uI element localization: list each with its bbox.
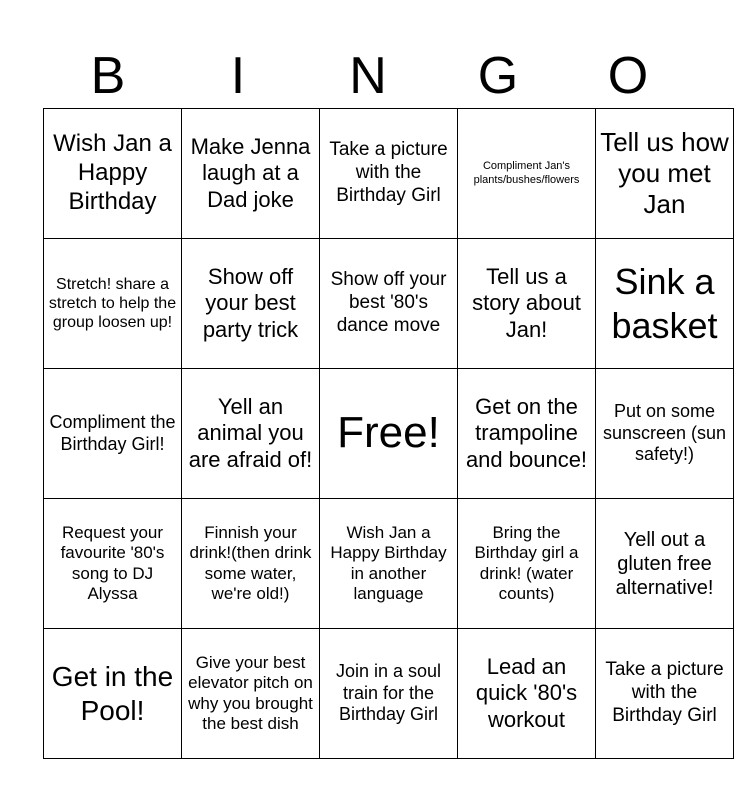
card-row <box>44 499 734 629</box>
bingo-square: Sink a basket <box>596 239 734 369</box>
bingo-square: Take a picture with the Birthday Girl <box>596 629 734 759</box>
bingo-square: Compliment the Birthday Girl! <box>44 369 182 499</box>
bingo-square: Wish Jan a Happy Birthday <box>44 109 182 239</box>
card-row <box>44 369 734 499</box>
bingo-square: Show off your best '80's dance move <box>320 239 458 369</box>
header-letter-o: O <box>607 47 649 105</box>
bingo-square: Tell us how you met Jan <box>596 109 734 239</box>
bingo-square: Give your best elevator pitch on why you brought the best dish <box>182 629 320 759</box>
bingo-square: Get in the Pool! <box>44 629 182 759</box>
bingo-square: Yell out a gluten free alternative! <box>596 499 734 629</box>
bingo-square: Request your favourite '80's song to DJ Alyssa <box>44 499 182 629</box>
bingo-square: Get on the trampoline and bounce! <box>458 369 596 499</box>
bingo-square: Finnish your drink!(then drink some water, we're old!) <box>182 499 320 629</box>
card-row <box>44 109 734 239</box>
header-letter-g: G <box>477 47 519 105</box>
bingo-square: Make Jenna laugh at a Dad joke <box>182 109 320 239</box>
bingo-square: Compliment Jan's plants/bushes/flowers <box>458 109 596 239</box>
bingo-header <box>43 45 693 107</box>
bingo-square: Bring the Birthday girl a drink! (water counts) <box>458 499 596 629</box>
bingo-square: Put on some sunscreen (sun safety!) <box>596 369 734 499</box>
bingo-square: Take a picture with the Birthday Girl <box>320 109 458 239</box>
free-square: Free! <box>320 369 458 499</box>
card-row <box>44 239 734 369</box>
bingo-card <box>43 108 734 759</box>
bingo-square: Lead an quick '80's workout <box>458 629 596 759</box>
header-letter-n: N <box>349 47 387 105</box>
card-row <box>44 629 734 759</box>
bingo-square: Yell an animal you are afraid of! <box>182 369 320 499</box>
bingo-square: Stretch! share a stretch to help the group loosen up! <box>44 239 182 369</box>
bingo-square: Show off your best party trick <box>182 239 320 369</box>
header-letter-b: B <box>90 47 126 105</box>
header-letter-i: I <box>230 47 246 105</box>
bingo-square: Tell us a story about Jan! <box>458 239 596 369</box>
bingo-square: Wish Jan a Happy Birthday in another language <box>320 499 458 629</box>
bingo-square: Join in a soul train for the Birthday Girl <box>320 629 458 759</box>
